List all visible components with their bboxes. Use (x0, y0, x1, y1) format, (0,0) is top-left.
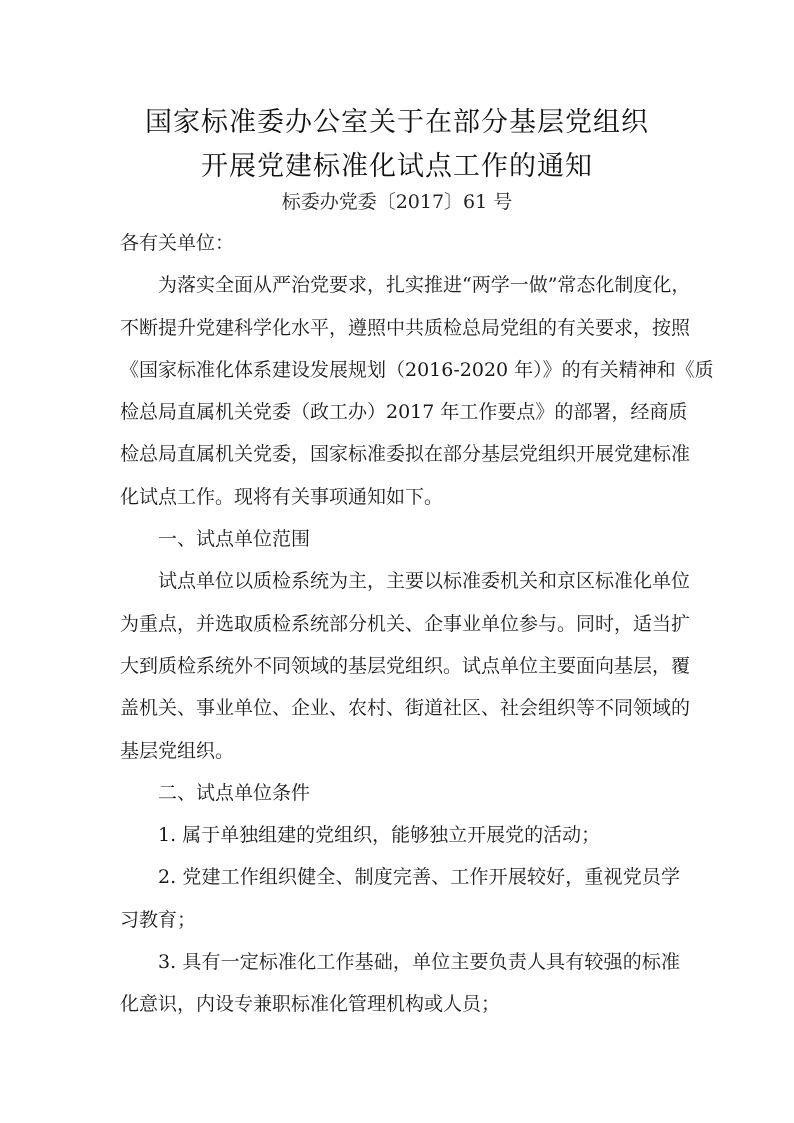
intro-line: 检总局直属机关党委（政工办）2017 年工作要点》的部署，经商质 (120, 401, 688, 423)
condition-item-1: 1. 属于单独组建的党组织，能够独立开展党的活动； (158, 824, 601, 846)
section-heading-scope: 一、试点单位范围 (158, 528, 311, 550)
condition-item-2: 2. 党建工作组织健全、制度完善、工作开展较好，重视党员学 (158, 866, 680, 888)
section1-line: 试点单位以质检系统为主，主要以标准委机关和京区标准化单位 (158, 570, 691, 592)
condition-item-3: 3. 具有一定标准化工作基础，单位主要负责人具有较强的标准 (158, 951, 680, 973)
section1-line: 为重点，并选取质检系统部分机关、企事业单位参与。同时，适当扩 (120, 613, 691, 635)
intro-line: 不断提升党建科学化水平，遵照中共质检总局党组的有关要求，按照 (120, 317, 691, 339)
section1-line: 大到质检系统外不同领域的基层党组织。试点单位主要面向基层，覆 (120, 655, 691, 677)
section1-line: 盖机关、事业单位、企业、农村、街道社区、社会组织等不同领域的 (120, 697, 691, 719)
intro-line: 为落实全面从严治党要求，扎实推进“两学一做”常态化制度化， (158, 274, 691, 296)
condition-item-3-cont: 化意识，内设专兼职标准化管理机构或人员； (120, 993, 501, 1015)
intro-line: 化试点工作。现将有关事项通知如下。 (120, 486, 444, 508)
intro-line: 检总局直属机关党委，国家标准委拟在部分基层党组织开展党建标准 (120, 443, 691, 465)
section1-line: 基层党组织。 (120, 740, 235, 762)
salutation: 各有关单位： (120, 232, 235, 254)
document-number: 标委办党委〔2017〕61 号 (281, 191, 513, 213)
intro-line: 《国家标准化体系建设发展规划（2016-2020 年）》的有关精神和《质 (120, 359, 714, 381)
section-heading-conditions: 二、试点单位条件 (158, 782, 311, 804)
title-line-2: 开展党建标准化试点工作的通知 (201, 151, 593, 182)
condition-item-2-cont: 习教育； (120, 909, 197, 931)
title-line-1: 国家标准委办公室关于在部分基层党组织 (145, 107, 649, 138)
